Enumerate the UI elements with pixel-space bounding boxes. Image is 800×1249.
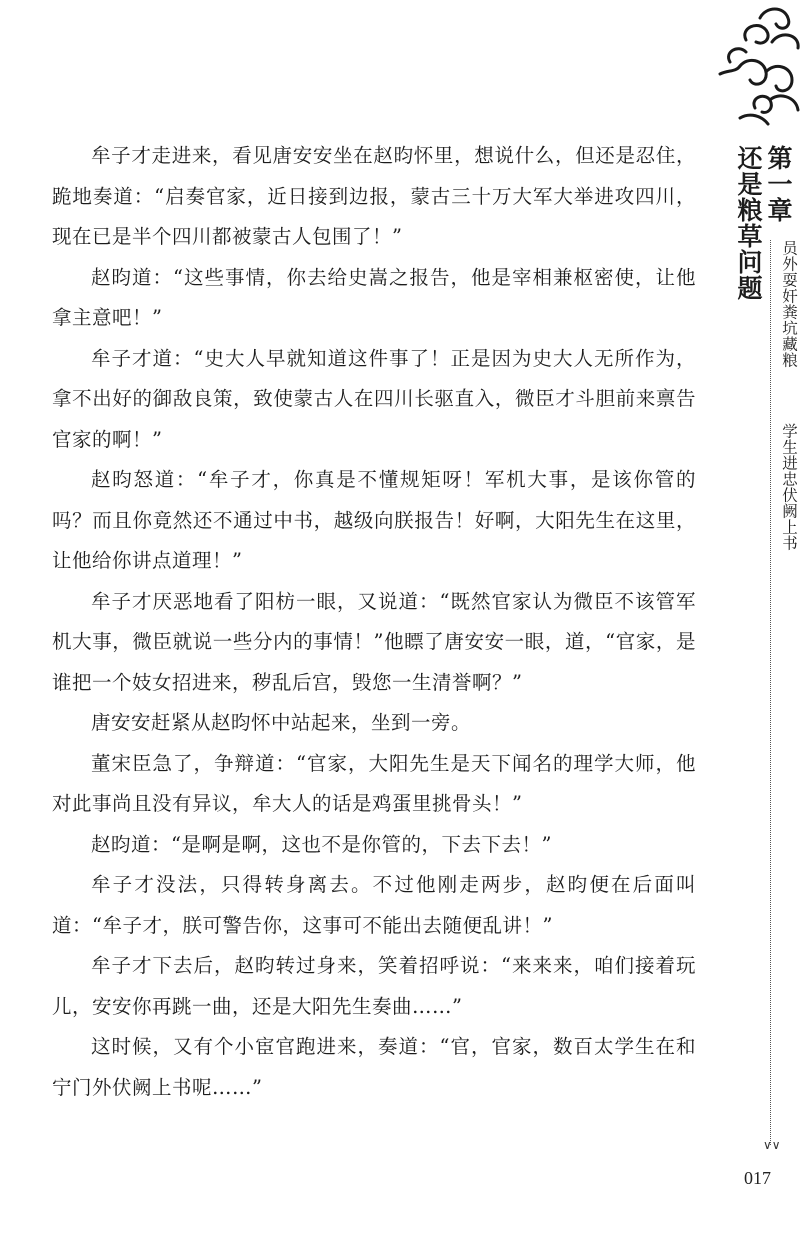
chapter-subtitle-part2: 学生进忠伏阙上书 <box>780 423 798 551</box>
paragraph: 牟子才道：“史大人早就知道这件事了！正是因为史大人无所作为，拿不出好的御敌良策，致使蒙古人在四川长驱直入，微臣才斗胆前来禀告官家的啊！” <box>52 346 696 451</box>
chapter-number: 第一章 <box>764 145 793 223</box>
paragraph: 唐安安赶紧从赵昀怀中站起来，坐到一旁。 <box>91 711 472 734</box>
paragraph: 这时候，又有个小宦官跑进来，奏道：“官，官家，数百太学生在和宁门外伏阙上书呢……” <box>52 1035 696 1099</box>
paragraph: 牟子才没法，只得转身离去。不过他刚走两步，赵昀便在后面叫道：“牟子才，朕可警告你，这事可不能出去随便乱讲！” <box>52 873 696 937</box>
margin-dotted-divider <box>770 240 771 1145</box>
body-text <box>52 136 696 1108</box>
chapter-title: 还是粮草问题 <box>734 145 763 301</box>
page-number: 017 <box>744 1168 771 1188</box>
paragraph: 董宋臣急了，争辩道：“官家，大阳先生是天下闻名的理学大师，他对此事尚且没有异议，牟大人的话是鸡蛋里挑骨头！” <box>52 751 696 815</box>
paragraph: 赵昀道：“是啊是啊，这也不是你管的，下去下去！” <box>91 832 552 856</box>
paragraph: 赵昀道：“这些事情，你去给史嵩之报告，他是宰相兼枢密使，让他拿主意吧！” <box>52 265 696 329</box>
chevron-down-icon: ∨∨ <box>763 1138 781 1152</box>
cloud-ornament-icon <box>700 0 800 135</box>
paragraph: 牟子才走进来，看见唐安安坐在赵昀怀里，想说什么，但还是忍住，跪地奏道：“启奏官家，近日接到边报，蒙古三十万大军大举进攻四川，现在已是半个四川都被蒙古人包围了！” <box>52 144 696 248</box>
paragraph: 赵昀怒道：“牟子才，你真是不懂规矩呀！军机大事，是该你管的吗？而且你竟然还不通过中书，越级向朕报告！好啊，大阳先生在这里，让他给你讲点道理！” <box>52 468 696 572</box>
paragraph: 牟子才下去后，赵昀转过身来，笑着招呼说：“来来来，咱们接着玩儿，安安你再跳一曲，还是大阳先生奏曲……” <box>52 954 696 1018</box>
chapter-subtitle-part1: 员外耍奸粪坑藏粮 <box>780 240 798 368</box>
paragraph: 牟子才厌恶地看了阳枋一眼，又说道：“既然官家认为微臣不该管军机大事，微臣就说一些分内的事情！”他瞟了唐安安一眼，道，“官家，是谁把一个妓女招进来，秽乱后宫，毁您一生清誉啊？” <box>52 589 696 694</box>
